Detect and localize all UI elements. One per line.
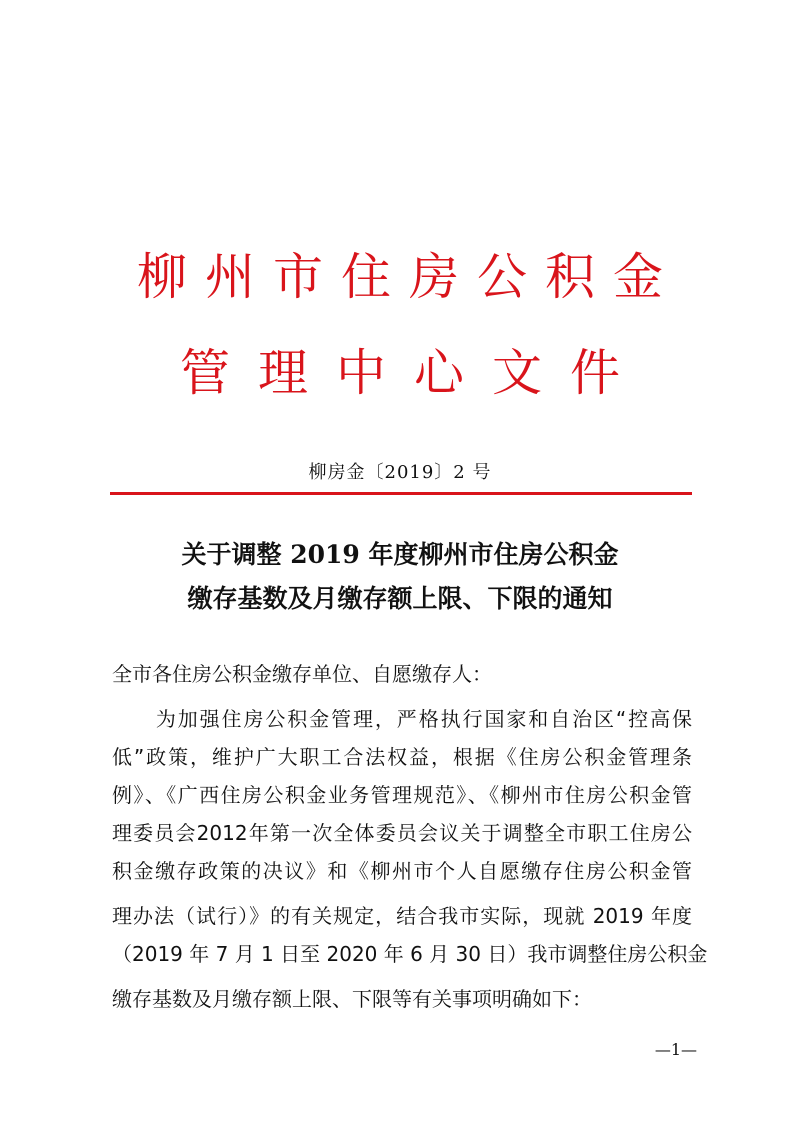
salutation: 全市各住房公积金缴存单位、自愿缴存人： (112, 662, 492, 686)
body-line: 为加强住房公积金管理，严格执行国家和自治区“控高保 (112, 707, 692, 731)
body-line: 缴存基数及月缴存额上限、下限等有关事项明确如下： (112, 987, 592, 1011)
body-line: （2019 年 7 月 1 日至 2020 年 6 月 30 日）我市调整住房公积金 (112, 942, 708, 966)
body-line: 低”政策，维护广大职工合法权益，根据《住房公积金管理条 (112, 745, 692, 769)
document-number: 柳房金〔2019〕2 号 (308, 462, 492, 483)
red-divider (110, 492, 692, 495)
body-line: 理办法（试行）》的有关规定，结合我市实际，现就 2019 年度 (112, 904, 692, 928)
notice-title-line-2: 缴存基数及月缴存额上限、下限的通知 (187, 584, 613, 613)
notice-title-line-1: 关于调整 2019 年度柳州市住房公积金 (181, 540, 619, 569)
header-title-line-1: 柳州市住房公积金 (137, 248, 681, 306)
body-line: 理委员会2012年第一次全体委员会议关于调整全市职工住房公 (112, 821, 692, 845)
body-line: 积金缴存政策的决议》和《柳州市个人自愿缴存住房公积金管 (112, 859, 692, 883)
body-line: 例》、《广西住房公积金业务管理规范》、《柳州市住房公积金管 (112, 783, 692, 807)
page-number: —1— (654, 1040, 697, 1059)
header-title-line-2: 管理中心文件 (180, 344, 648, 402)
